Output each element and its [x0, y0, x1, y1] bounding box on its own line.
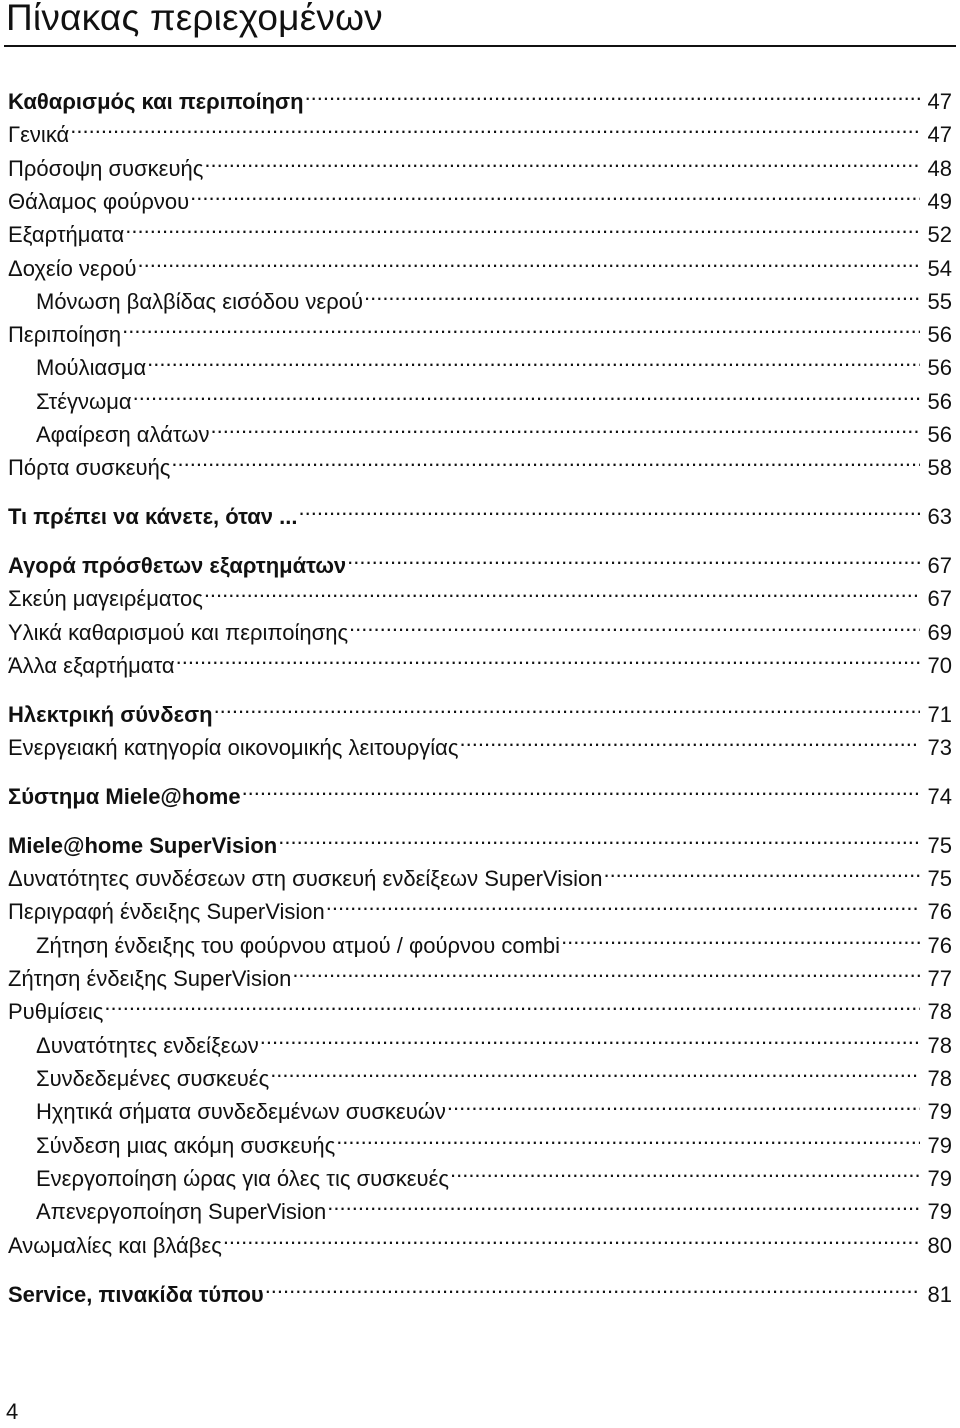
toc-entry-label[interactable]: Σύνδεση μιας ακόμη συσκευής: [36, 1133, 336, 1158]
toc-entry-label[interactable]: Αφαίρεση αλάτων: [36, 422, 210, 447]
toc-entry-label[interactable]: Υλικά καθαρισμού και περιποίησης: [8, 620, 349, 645]
toc-entry-label[interactable]: Ενεργειακή κατηγορία οικονομικής λειτουργίας: [8, 735, 459, 760]
toc-dot-leader: [70, 109, 920, 142]
toc-entry-label[interactable]: Αγορά πρόσθετων εξαρτημάτων: [8, 553, 347, 578]
toc-entry-page[interactable]: 74: [927, 784, 952, 809]
toc-dot-leader: [326, 886, 920, 919]
toc-entry[interactable]: [8, 540, 952, 578]
toc-entry-label[interactable]: Σκεύη μαγειρέματος: [8, 586, 203, 611]
toc-entry-page[interactable]: 47: [927, 89, 952, 114]
toc-entry-label[interactable]: Δυνατότητες συνδέσεων στη συσκευή ενδείξεων SuperVision: [8, 866, 603, 891]
toc-entry[interactable]: [8, 986, 952, 1024]
toc-dot-leader: [305, 76, 920, 109]
toc-entry-label[interactable]: Ηλεκτρική σύνδεση: [8, 702, 213, 727]
toc-entry-label[interactable]: Ζήτηση ένδειξης SuperVision: [8, 966, 292, 991]
toc-entry-page[interactable]: 52: [927, 222, 952, 247]
toc-entry-page[interactable]: 56: [927, 355, 952, 380]
toc-entry[interactable]: [8, 1020, 952, 1058]
toc-entry[interactable]: [8, 853, 952, 891]
toc-dot-leader: [460, 722, 920, 755]
toc-entry-label[interactable]: Ηχητικά σήματα συνδεδεμένων συσκευών: [36, 1099, 446, 1124]
toc-dot-leader: [125, 209, 920, 242]
toc-dot-leader: [447, 1086, 920, 1119]
toc-entry-page[interactable]: 76: [927, 899, 952, 924]
toc-entry[interactable]: [8, 1053, 952, 1091]
toc-entry-page[interactable]: 76: [927, 933, 952, 958]
toc-entry-page[interactable]: 56: [927, 422, 952, 447]
toc-entry-page[interactable]: 48: [927, 156, 952, 181]
toc-entry[interactable]: [8, 920, 952, 958]
toc-entry-page[interactable]: 54: [927, 256, 952, 281]
toc-dot-leader: [347, 540, 920, 573]
toc-dot-leader: [292, 953, 920, 986]
toc-entry[interactable]: [8, 243, 952, 281]
toc-entry-page[interactable]: 67: [927, 553, 952, 578]
toc-entry-page[interactable]: 79: [927, 1099, 952, 1124]
toc-entry-label[interactable]: Σύστημα Miele@home: [8, 784, 241, 809]
toc-entry-page[interactable]: 79: [927, 1199, 952, 1224]
toc-entry[interactable]: [8, 442, 952, 480]
toc-entry[interactable]: [8, 342, 952, 380]
toc-dot-leader: [364, 276, 920, 309]
toc-dot-leader: [265, 1269, 920, 1302]
toc-entry[interactable]: [8, 771, 952, 809]
toc-entry[interactable]: [8, 209, 952, 247]
toc-dot-leader: [122, 309, 920, 342]
toc-entry[interactable]: [8, 309, 952, 347]
toc-entry-page[interactable]: 71: [927, 702, 952, 727]
toc-entry-page[interactable]: 78: [927, 1066, 952, 1091]
toc-entry-label[interactable]: Στέγνωμα: [36, 389, 132, 414]
toc-entry-label[interactable]: Δοχείο νερού: [8, 256, 137, 281]
toc-entry-label[interactable]: Ρυθμίσεις: [8, 999, 104, 1024]
toc-entry[interactable]: [8, 409, 952, 447]
toc-entry-page[interactable]: 49: [927, 189, 952, 214]
toc-dot-leader: [104, 986, 920, 1019]
toc-entry[interactable]: [8, 820, 952, 858]
toc-entry[interactable]: [8, 1120, 952, 1158]
toc-dot-leader: [171, 442, 920, 475]
toc-entry[interactable]: [8, 176, 952, 214]
toc-dot-leader: [327, 1186, 920, 1219]
toc-entry[interactable]: [8, 722, 952, 760]
toc-entry-label[interactable]: Μούλιασμα: [36, 355, 147, 380]
toc-dot-leader: [190, 176, 920, 209]
toc-entry[interactable]: [8, 109, 952, 147]
toc-entry[interactable]: [8, 640, 952, 678]
toc-entry[interactable]: [8, 76, 952, 114]
toc-entry-label[interactable]: Εξαρτήματα: [8, 222, 125, 247]
toc-entry[interactable]: [8, 1220, 952, 1258]
toc-entry[interactable]: [8, 573, 952, 611]
toc-entry-page[interactable]: 69: [927, 620, 952, 645]
toc-entry-page[interactable]: 77: [927, 966, 952, 991]
toc-entry-label[interactable]: Ζήτηση ένδειξης του φούρνου ατμού / φούρνου combi: [36, 933, 561, 958]
toc-entry-page[interactable]: 75: [927, 866, 952, 891]
toc-dot-leader: [561, 920, 920, 953]
page-title: Πίνακας περιεχομένων: [6, 0, 383, 38]
toc-entry-page[interactable]: 79: [927, 1166, 952, 1191]
toc-dot-leader: [242, 771, 920, 804]
toc-entry-page[interactable]: 78: [927, 1033, 952, 1058]
toc-entry-label[interactable]: Miele@home SuperVision: [8, 833, 278, 858]
toc-dot-leader: [176, 640, 920, 673]
toc-entry-label[interactable]: Άλλα εξαρτήματα: [8, 653, 175, 678]
toc-dot-leader: [214, 689, 920, 722]
toc-entry[interactable]: [8, 143, 952, 181]
toc-dot-leader: [138, 243, 920, 276]
toc-entry-label[interactable]: Καθαρισμός και περιποίηση: [8, 89, 304, 114]
toc-dot-leader: [349, 607, 920, 640]
toc-entry-label[interactable]: Πόρτα συσκευής: [8, 455, 171, 480]
toc-dot-leader: [278, 820, 920, 853]
toc-dot-leader: [270, 1053, 920, 1086]
toc-dot-leader: [603, 853, 920, 886]
toc-entry-page[interactable]: 56: [927, 389, 952, 414]
toc-entry[interactable]: [8, 689, 952, 727]
toc-entry-page[interactable]: 73: [927, 735, 952, 760]
toc-entry-page[interactable]: 80: [927, 1233, 952, 1258]
toc-entry-label[interactable]: Ενεργοποίηση ώρας για όλες τις συσκευές: [36, 1166, 449, 1191]
toc-entry-label[interactable]: Πρόσοψη συσκευής: [8, 156, 204, 181]
toc-entry-label[interactable]: Απενεργοποίηση SuperVision: [36, 1199, 327, 1224]
toc-entry[interactable]: [8, 953, 952, 991]
toc-entry-label[interactable]: Θάλαμος φούρνου: [8, 189, 190, 214]
toc-entry[interactable]: [8, 886, 952, 924]
toc-entry-page[interactable]: 70: [927, 653, 952, 678]
toc-entry-page[interactable]: 78: [927, 999, 952, 1024]
toc-dot-leader: [223, 1220, 920, 1253]
toc-dot-leader: [133, 376, 920, 409]
toc-entry-label[interactable]: Γενικά: [8, 122, 70, 147]
toc-entry-page[interactable]: 75: [927, 833, 952, 858]
toc-dot-leader: [204, 143, 920, 176]
toc-entry-label[interactable]: Service, πινακίδα τύπου: [8, 1282, 264, 1307]
toc-dot-leader: [204, 573, 920, 606]
toc-dot-leader: [299, 491, 921, 524]
toc-entry-label[interactable]: Τι πρέπει να κάνετε, όταν ...: [8, 504, 298, 529]
toc-entry-label[interactable]: Μόνωση βαλβίδας εισόδου νερού: [36, 289, 363, 314]
toc-entry[interactable]: [8, 1186, 952, 1224]
toc-entry[interactable]: [8, 276, 952, 314]
toc-dot-leader: [260, 1020, 920, 1053]
toc-dot-leader: [210, 409, 920, 442]
toc-entry-page[interactable]: 55: [927, 289, 952, 314]
toc-entry-page[interactable]: 81: [927, 1282, 952, 1307]
toc-entry-page[interactable]: 56: [927, 322, 952, 347]
toc-entry-page[interactable]: 58: [927, 455, 952, 480]
toc-entry-label[interactable]: Δυνατότητες ενδείξεων: [36, 1033, 259, 1058]
toc-entry-label[interactable]: Ανωμαλίες και βλάβες: [8, 1233, 222, 1258]
table-of-contents: [8, 0, 952, 1428]
toc-dot-leader: [147, 342, 920, 375]
toc-entry-page[interactable]: 63: [927, 504, 952, 529]
toc-dot-leader: [450, 1153, 920, 1186]
toc-entry-label[interactable]: Περιποίηση: [8, 322, 122, 347]
toc-entry[interactable]: [8, 1153, 952, 1191]
toc-entry-page[interactable]: 67: [927, 586, 952, 611]
toc-dot-leader: [336, 1120, 920, 1153]
toc-entry[interactable]: [8, 1269, 952, 1307]
toc-entry-label[interactable]: Συνδεδεμένες συσκευές: [36, 1066, 270, 1091]
toc-entry-page[interactable]: 47: [927, 122, 952, 147]
toc-entry-page[interactable]: 79: [927, 1133, 952, 1158]
toc-entry-label[interactable]: Περιγραφή ένδειξης SuperVision: [8, 899, 325, 924]
page-number: 4: [6, 1399, 19, 1424]
toc-entry[interactable]: [8, 376, 952, 414]
toc-entry[interactable]: [8, 491, 952, 529]
toc-entry[interactable]: [8, 1086, 952, 1124]
toc-entry[interactable]: [8, 607, 952, 645]
